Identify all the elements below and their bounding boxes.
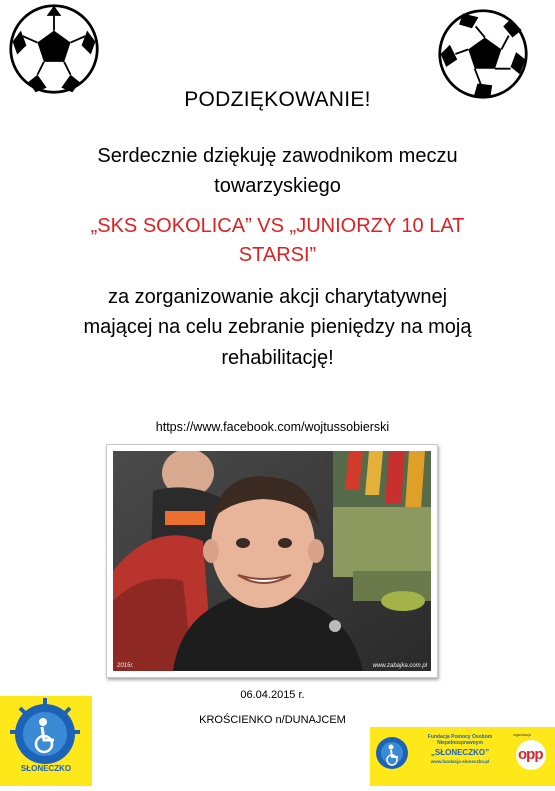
photo-frame [106, 444, 438, 678]
opp-caption: organizacja [513, 733, 531, 737]
facebook-link[interactable]: https://www.facebook.com/wojtussobierski [155, 420, 390, 434]
logo-right-line-2: „SŁONECZKO” [430, 748, 490, 757]
purpose-line-1: za zorganizowanie akcji charytatywnej [107, 286, 448, 308]
purpose-line-3: rehabilitację! [221, 347, 334, 369]
thanks-line-1: Serdecznie dziękuję zawodnikom meczu [97, 145, 458, 167]
boy-photo [113, 451, 431, 671]
purpose-line-2: mającej na celu zebranie pieniędzy na moją [83, 316, 472, 338]
logo-right-line-1: Fundacja Pomocy Osobom Niepełnosprawnym [427, 734, 493, 746]
opp-label: opp [518, 746, 543, 763]
thanks-line-2: towarzyskiego [214, 175, 341, 197]
logo-line-1: Fundacja [32, 757, 60, 763]
teams-line-2: STARSI” [238, 244, 317, 266]
photo-caption-watermark: www.zabajka.com.pl [372, 663, 427, 669]
logo-right-line-3: www.fundacja-sloneczko.pl [430, 759, 490, 764]
sun-wheelchair-icon [370, 727, 414, 786]
logo-line-2: SŁONECZKO [20, 764, 72, 773]
event-place: KROŚCIENKO n/DUNAJCEM [199, 714, 346, 726]
page-title: PODZIĘKOWANIE! [184, 88, 371, 111]
soccer-ball-icon [8, 3, 100, 95]
event-date: 06.04.2015 r. [240, 689, 305, 701]
photo-caption-year: 2015r. [117, 663, 134, 669]
opp-badge [516, 740, 546, 770]
sloneczko-logo [0, 696, 92, 786]
teams-line-1: „SKS SOKOLICA” VS „JUNIORZY 10 LAT [90, 215, 465, 237]
sloneczko-banner-logo [370, 727, 555, 786]
soccer-ball-icon [437, 8, 529, 100]
